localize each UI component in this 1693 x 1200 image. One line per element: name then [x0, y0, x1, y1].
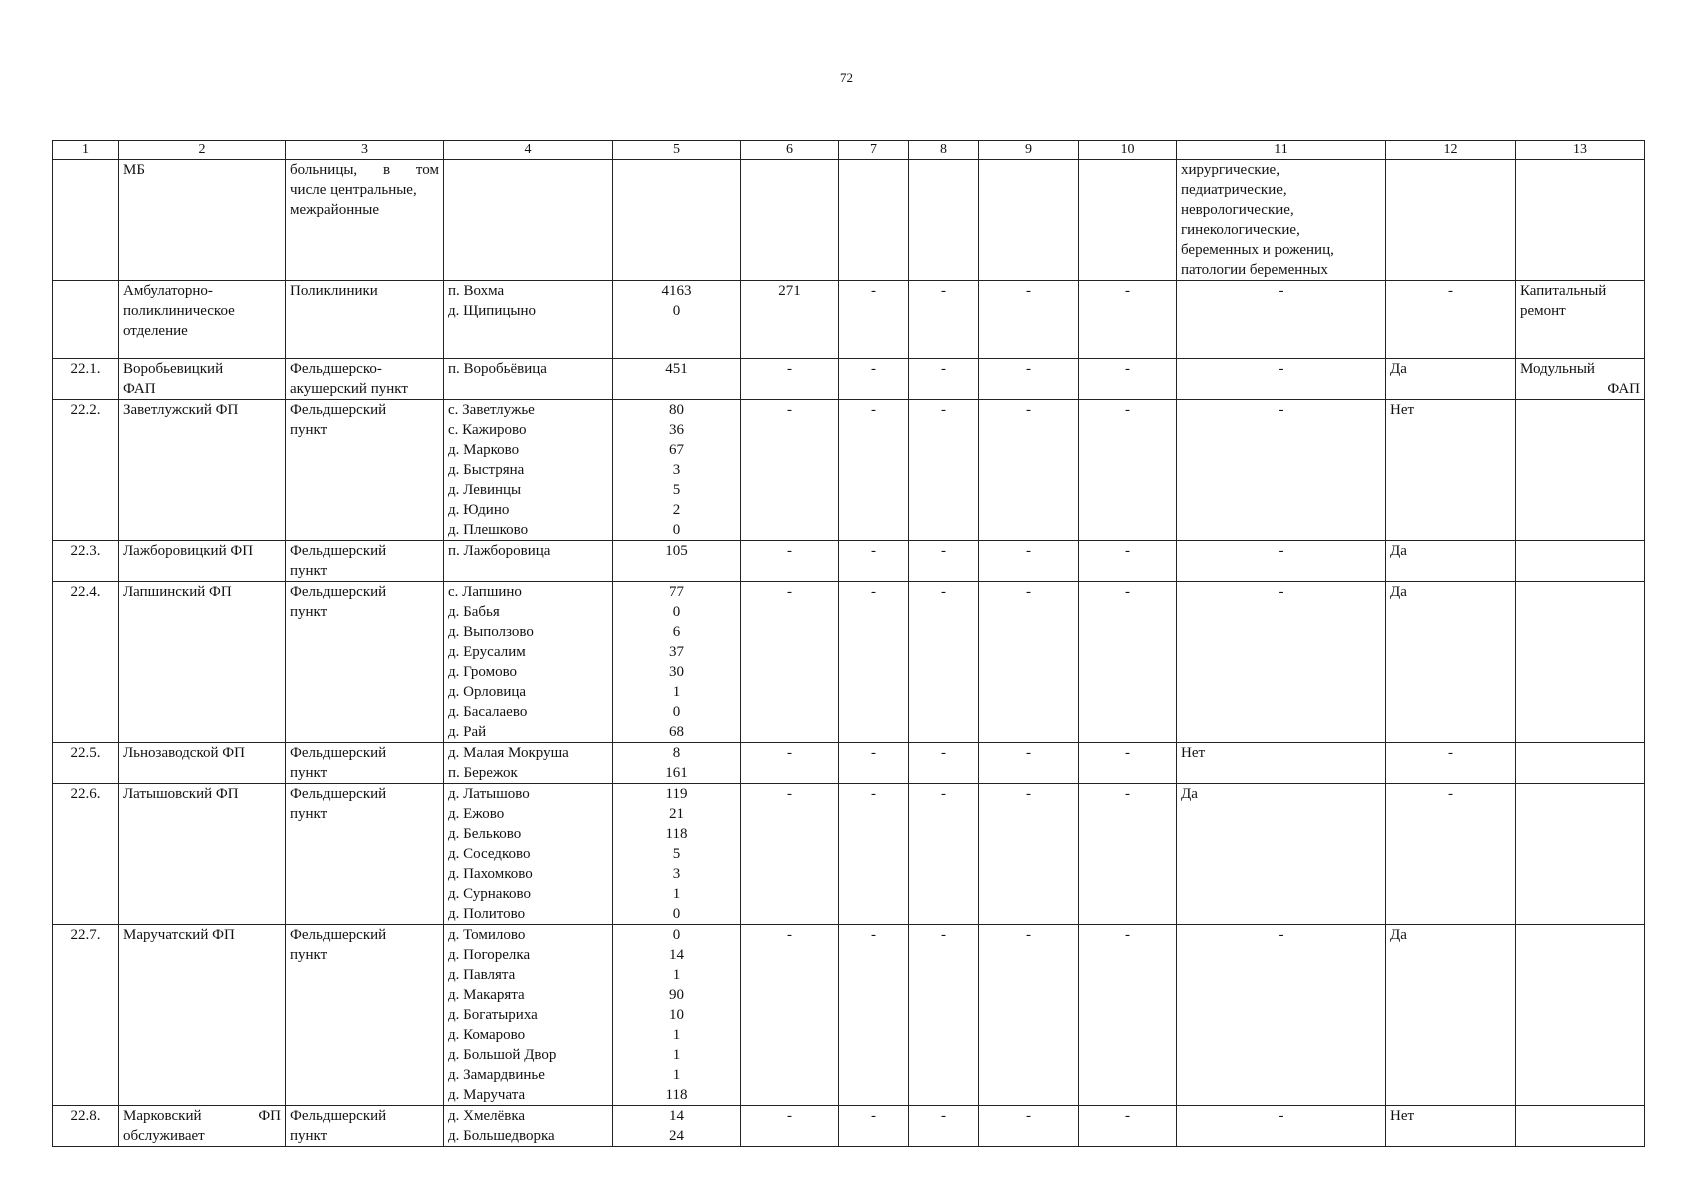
col-6-value: [741, 160, 839, 281]
settlement-list-line: д. Большедворка: [448, 1128, 555, 1144]
facility-type-line: пункт: [290, 1128, 328, 1144]
facility-type: [286, 1106, 444, 1147]
population-list-line: 5: [672, 846, 681, 862]
settlement-list-line: д. Щипицыно: [448, 303, 536, 319]
table-row: [53, 359, 1645, 400]
col-8-value: -: [909, 743, 979, 784]
col-9-value: -: [979, 400, 1079, 541]
facility-type-line: Фельдшерский: [290, 745, 387, 761]
column-number-13: 13: [1516, 141, 1645, 160]
settlement-list: [444, 541, 613, 582]
col-11-value-line: гинекологические,: [1181, 222, 1300, 238]
population-list-line: 36: [669, 422, 684, 438]
col-6-value: -: [741, 925, 839, 1106]
col-11-value-line: -: [1278, 543, 1284, 559]
col-11-value: [1177, 743, 1386, 784]
population-list-line: 90: [669, 987, 684, 1003]
population-list: [613, 359, 741, 400]
settlement-list-line: д. Политово: [448, 906, 526, 922]
population-list-line: 0: [672, 704, 681, 720]
population-list-line: 0: [672, 303, 681, 319]
population-list: [613, 541, 741, 582]
col-7-value: -: [839, 400, 909, 541]
col-11-value: [1177, 1106, 1386, 1147]
column-number-9: 9: [979, 141, 1079, 160]
population-list: [613, 1106, 741, 1147]
col-11-value: [1177, 784, 1386, 925]
population-list-line: 0: [672, 604, 681, 620]
settlement-list-line: д. Богатыриха: [448, 1007, 538, 1023]
col-12-value: Да: [1386, 925, 1516, 1106]
settlement-list: [444, 160, 613, 281]
table-row: [53, 1106, 1645, 1147]
settlement-list-line: д. Малая Мокруша: [448, 745, 569, 761]
facility-name: [119, 400, 286, 541]
col-9-value: -: [979, 359, 1079, 400]
col-8-value: -: [909, 784, 979, 925]
population-list-line: 161: [665, 765, 688, 781]
facility-type-line: акушерский пункт: [290, 381, 408, 397]
settlement-list-line: д. Выползово: [448, 624, 534, 640]
col-13-value: [1516, 925, 1645, 1106]
col-7-value: -: [839, 281, 909, 359]
settlement-list-line: д. Бельково: [448, 826, 522, 842]
population-list-line: 77: [669, 584, 684, 600]
facility-type-line: Фельдшерский: [290, 543, 387, 559]
table-row: [53, 400, 1645, 541]
col-13-value-line: ФАП: [1607, 381, 1640, 397]
population-list-line: 30: [669, 664, 684, 680]
col-12-value: Да: [1386, 541, 1516, 582]
col-11-value-line: Да: [1181, 786, 1198, 802]
col-8-value: -: [909, 359, 979, 400]
settlement-list-line: д. Орловица: [448, 684, 527, 700]
population-list-line: 21: [669, 806, 684, 822]
col-11-value-line: -: [1278, 1108, 1284, 1124]
settlement-list-line: д. Комарово: [448, 1027, 526, 1043]
col-7-value: -: [839, 541, 909, 582]
settlement-list-line: д. Марково: [448, 442, 520, 458]
col-12-value: [1386, 160, 1516, 281]
col-11-value-line: неврологические,: [1181, 202, 1294, 218]
facility-type-line: пункт: [290, 604, 328, 620]
row-number: 22.2.: [53, 400, 119, 541]
col-6-value: -: [741, 743, 839, 784]
facility-name: [119, 1106, 286, 1147]
col-11-value-line: -: [1278, 402, 1284, 418]
col-12-value: -: [1386, 281, 1516, 359]
col-9-value: -: [979, 784, 1079, 925]
col-11-value: [1177, 160, 1386, 281]
column-number-5: 5: [613, 141, 741, 160]
settlement-list: [444, 925, 613, 1106]
settlement-list: [444, 743, 613, 784]
col-11-value-line: патологии беременных: [1181, 262, 1328, 278]
col-13-value-line: Капитальный: [1520, 283, 1607, 299]
facility-name-line: отделение: [123, 323, 188, 339]
settlement-list-line: п. Бережок: [448, 765, 518, 781]
settlement-list-line: д. Басалаево: [448, 704, 528, 720]
population-list-line: 5: [672, 482, 681, 498]
settlement-list-line: д. Бабья: [448, 604, 500, 620]
population-list: [613, 281, 741, 359]
facility-name-line: Лапшинский ФП: [123, 584, 232, 600]
col-10-value: [1079, 160, 1177, 281]
facility-name-line: Латышовский ФП: [123, 786, 239, 802]
col-13-value: [1516, 541, 1645, 582]
table-row: [53, 743, 1645, 784]
facility-type: [286, 743, 444, 784]
col-7-value: -: [839, 1106, 909, 1147]
population-list-line: 119: [665, 786, 688, 802]
facility-name: [119, 281, 286, 359]
settlement-list-line: д. Латышово: [448, 786, 530, 802]
col-7-value: -: [839, 784, 909, 925]
col-9-value: -: [979, 743, 1079, 784]
facility-type-line: пункт: [290, 765, 328, 781]
col-12-value: Да: [1386, 582, 1516, 743]
col-12-value: -: [1386, 743, 1516, 784]
facility-type-line: пункт: [290, 806, 328, 822]
population-list-line: 8: [672, 745, 681, 761]
col-11-value: [1177, 359, 1386, 400]
settlement-list-line: д. Погорелка: [448, 947, 531, 963]
facility-type: [286, 359, 444, 400]
col-10-value: -: [1079, 1106, 1177, 1147]
population-list: [613, 925, 741, 1106]
settlement-list: [444, 400, 613, 541]
facility-type-line: Фельдшерский: [290, 584, 387, 600]
facility-name-line: МБ: [123, 162, 145, 178]
col-7-value: -: [839, 582, 909, 743]
population-list-line: 1: [672, 684, 681, 700]
row-number: 22.8.: [53, 1106, 119, 1147]
col-10-value: -: [1079, 582, 1177, 743]
col-13-value-line: Модульный: [1520, 361, 1595, 377]
col-11-value: [1177, 281, 1386, 359]
column-number-3: 3: [286, 141, 444, 160]
col-13-value-line: ремонт: [1520, 303, 1566, 319]
population-list-line: 0: [672, 522, 681, 538]
col-6-value: -: [741, 541, 839, 582]
col-6-value: 271: [741, 281, 839, 359]
facility-type: [286, 582, 444, 743]
facility-type-line: пункт: [290, 947, 328, 963]
population-list: [613, 743, 741, 784]
settlement-list-line: д. Большой Двор: [448, 1047, 557, 1063]
col-6-value: -: [741, 400, 839, 541]
population-list-line: 118: [665, 826, 688, 842]
facility-type-line: Фельдшерский: [290, 927, 387, 943]
table-row: [53, 925, 1645, 1106]
col-13-value: [1516, 743, 1645, 784]
population-list-line: 14: [669, 947, 684, 963]
facility-name-line: обслуживает: [123, 1128, 205, 1144]
population-list-line: 4163: [661, 283, 692, 299]
col-8-value: -: [909, 541, 979, 582]
col-7-value: [839, 160, 909, 281]
population-list: [613, 784, 741, 925]
facility-type: [286, 925, 444, 1106]
facility-name: [119, 784, 286, 925]
col-9-value: -: [979, 925, 1079, 1106]
facility-type: [286, 541, 444, 582]
col-7-value: -: [839, 925, 909, 1106]
row-number: 22.5.: [53, 743, 119, 784]
col-7-value: -: [839, 359, 909, 400]
settlement-list-line: д. Замардвинье: [448, 1067, 545, 1083]
col-9-value: -: [979, 281, 1079, 359]
settlement-list-line: д. Хмелёвка: [448, 1108, 526, 1124]
facility-type: [286, 784, 444, 925]
population-list-line: 0: [672, 927, 681, 943]
row-number: [53, 160, 119, 281]
settlement-list-line: д. Павлята: [448, 967, 516, 983]
col-11-value: [1177, 925, 1386, 1106]
settlement-list-line: д. Ерусалим: [448, 644, 526, 660]
col-8-value: -: [909, 1106, 979, 1147]
facility-type-line: Фельдшерский: [290, 402, 387, 418]
col-11-value-line: -: [1278, 584, 1284, 600]
col-11-value-line: хирургические,: [1181, 162, 1280, 178]
settlement-list-line: д. Левинцы: [448, 482, 522, 498]
col-6-value: -: [741, 582, 839, 743]
col-11-value: [1177, 541, 1386, 582]
facility-name-line: Маручатский ФП: [123, 927, 235, 943]
col-10-value: -: [1079, 743, 1177, 784]
row-number: 22.6.: [53, 784, 119, 925]
column-number-2: 2: [119, 141, 286, 160]
facility-type-line: Фельдшерский: [290, 1108, 387, 1124]
row-number: 22.1.: [53, 359, 119, 400]
settlement-list-line: д. Сурнаково: [448, 886, 531, 902]
population-list-line: 2: [672, 502, 681, 518]
population-list-line: 24: [669, 1128, 684, 1144]
facility-name-line: Марковский ФП: [123, 1108, 281, 1124]
col-9-value: [979, 160, 1079, 281]
col-10-value: -: [1079, 281, 1177, 359]
col-8-value: -: [909, 400, 979, 541]
col-12-value: Нет: [1386, 400, 1516, 541]
col-6-value: -: [741, 359, 839, 400]
col-8-value: -: [909, 281, 979, 359]
population-list-line: 3: [672, 866, 681, 882]
col-6-value: -: [741, 784, 839, 925]
col-11-value-line: Нет: [1181, 745, 1206, 761]
col-13-value: [1516, 1106, 1645, 1147]
col-6-value: -: [741, 1106, 839, 1147]
page-number: 72: [840, 70, 853, 85]
facility-name: [119, 582, 286, 743]
facility-type: [286, 400, 444, 541]
col-9-value: -: [979, 582, 1079, 743]
col-13-value: [1516, 281, 1645, 359]
col-11-value-line: педиатрические,: [1181, 182, 1287, 198]
settlement-list-line: д. Соседково: [448, 846, 531, 862]
settlement-list-line: д. Плешково: [448, 522, 529, 538]
row-number: 22.4.: [53, 582, 119, 743]
col-11-value-line: -: [1278, 283, 1284, 299]
col-13-value: [1516, 359, 1645, 400]
settlement-list-line: д. Рай: [448, 724, 487, 740]
population-list: [613, 400, 741, 541]
table-row: [53, 582, 1645, 743]
facility-type: [286, 281, 444, 359]
col-8-value: -: [909, 582, 979, 743]
population-list-line: 67: [669, 442, 684, 458]
facility-type-line: числе центральные,: [290, 182, 417, 198]
settlement-list-line: с. Кажирово: [448, 422, 527, 438]
col-13-value: [1516, 400, 1645, 541]
population-list-line: 0: [672, 906, 681, 922]
settlement-list-line: д. Громово: [448, 664, 518, 680]
settlement-list-line: д. Макарята: [448, 987, 525, 1003]
population-list-line: 80: [669, 402, 684, 418]
col-12-value: -: [1386, 784, 1516, 925]
facility-name: [119, 743, 286, 784]
facility-type-line: пункт: [290, 422, 328, 438]
col-12-value: Нет: [1386, 1106, 1516, 1147]
facility-name-line: поликлиническое: [123, 303, 235, 319]
row-number: 22.7.: [53, 925, 119, 1106]
col-10-value: -: [1079, 400, 1177, 541]
facility-name-line: Лажборовицкий ФП: [123, 543, 254, 559]
population-list-line: 68: [669, 724, 684, 740]
col-10-value: -: [1079, 925, 1177, 1106]
settlement-list-line: с. Заветлужье: [448, 402, 535, 418]
facility-name: [119, 359, 286, 400]
column-number-8: 8: [909, 141, 979, 160]
population-list: [613, 160, 741, 281]
column-number-10: 10: [1079, 141, 1177, 160]
facility-name: [119, 925, 286, 1106]
facility-name: [119, 160, 286, 281]
col-11-value-line: -: [1278, 361, 1284, 377]
column-number-1: 1: [53, 141, 119, 160]
column-number-6: 6: [741, 141, 839, 160]
population-list-line: 118: [665, 1087, 688, 1103]
column-number-7: 7: [839, 141, 909, 160]
settlement-list-line: д. Юдино: [448, 502, 510, 518]
col-13-value: [1516, 582, 1645, 743]
settlement-list-line: д. Быстряна: [448, 462, 525, 478]
col-11-value: [1177, 400, 1386, 541]
population-list-line: 14: [669, 1108, 684, 1124]
table-body: [53, 160, 1645, 1147]
population-list-line: 105: [665, 543, 688, 559]
col-13-value: [1516, 160, 1645, 281]
settlement-list: [444, 359, 613, 400]
table-row: [53, 281, 1645, 359]
facility-type-line: межрайонные: [290, 202, 379, 218]
settlement-list-line: п. Вохма: [448, 283, 505, 299]
settlement-list-line: с. Лапшино: [448, 584, 522, 600]
population-list-line: 451: [665, 361, 688, 377]
col-11-value: [1177, 582, 1386, 743]
col-8-value: [909, 160, 979, 281]
population-list-line: 1: [672, 1027, 681, 1043]
facilities-table: [52, 140, 1645, 1147]
col-9-value: -: [979, 1106, 1079, 1147]
population-list-line: 37: [669, 644, 684, 660]
col-11-value-line: -: [1278, 927, 1284, 943]
settlement-list-line: д. Томилово: [448, 927, 526, 943]
facility-type-line: Фельдшерско-: [290, 361, 382, 377]
column-number-12: 12: [1386, 141, 1516, 160]
facility-name: [119, 541, 286, 582]
population-list-line: 1: [672, 1047, 681, 1063]
table-row: [53, 160, 1645, 281]
population-list-line: 3: [672, 462, 681, 478]
settlement-list-line: д. Пахомково: [448, 866, 533, 882]
column-number-row: [53, 141, 1645, 160]
settlement-list: [444, 281, 613, 359]
population-list: [613, 582, 741, 743]
col-12-value: Да: [1386, 359, 1516, 400]
settlement-list: [444, 582, 613, 743]
column-number-11: 11: [1177, 141, 1386, 160]
population-list-line: 10: [669, 1007, 684, 1023]
col-13-value: [1516, 784, 1645, 925]
population-list-line: 6: [672, 624, 681, 640]
row-number: [53, 281, 119, 359]
col-7-value: -: [839, 743, 909, 784]
facility-type-line: больницы, в том: [290, 162, 439, 178]
table-row: [53, 784, 1645, 925]
settlement-list-line: д. Маручата: [448, 1087, 526, 1103]
col-10-value: -: [1079, 359, 1177, 400]
column-number-4: 4: [444, 141, 613, 160]
facility-type: [286, 160, 444, 281]
population-list-line: 1: [672, 1067, 681, 1083]
settlement-list-line: п. Лажборовица: [448, 543, 551, 559]
settlement-list: [444, 784, 613, 925]
facility-name-line: Льнозаводской ФП: [123, 745, 245, 761]
facility-type-line: пункт: [290, 563, 328, 579]
col-9-value: -: [979, 541, 1079, 582]
col-10-value: -: [1079, 784, 1177, 925]
settlement-list-line: д. Ежово: [448, 806, 505, 822]
population-list-line: 1: [672, 967, 681, 983]
col-10-value: -: [1079, 541, 1177, 582]
col-8-value: -: [909, 925, 979, 1106]
settlement-list: [444, 1106, 613, 1147]
facility-name-line: Заветлужский ФП: [123, 402, 239, 418]
col-11-value-line: беременных и рожениц,: [1181, 242, 1334, 258]
facility-name-line: Воробьевицкий: [123, 361, 224, 377]
settlement-list-line: п. Воробьёвица: [448, 361, 547, 377]
population-list-line: 1: [672, 886, 681, 902]
facility-name-line: Амбулаторно-: [123, 283, 213, 299]
facility-type-line: Фельдшерский: [290, 786, 387, 802]
row-number: 22.3.: [53, 541, 119, 582]
facility-type-line: Поликлиники: [290, 283, 378, 299]
table-row: [53, 541, 1645, 582]
facility-name-line: ФАП: [123, 381, 156, 397]
